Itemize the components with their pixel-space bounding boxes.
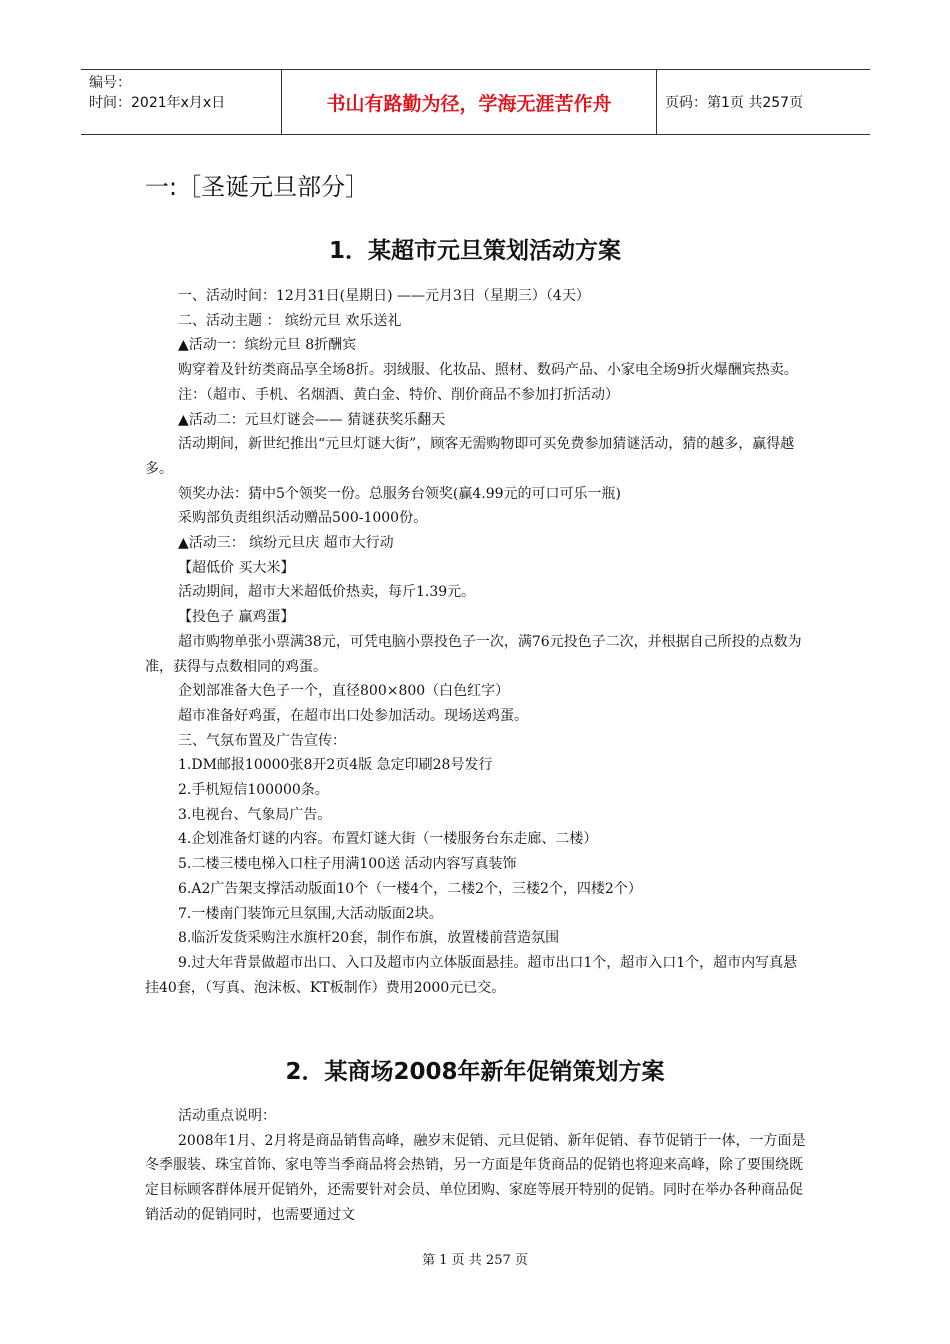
- paragraph: 注：（超市、手机、名烟酒、黄白金、特价、削价商品不参加打折活动）: [178, 386, 619, 403]
- paragraph: 企划部准备大色子一个，直径800×800（白色红字）: [178, 683, 510, 700]
- header-page-info: 页码：第1页 共257页: [665, 95, 804, 111]
- paragraph: ▲活动一：缤纷元旦 8折酬宾: [178, 337, 357, 354]
- paragraph: 超市准备好鸡蛋，在超市出口处参加活动。现场送鸡蛋。: [178, 707, 528, 724]
- paragraph: 【投色子 赢鸡蛋】: [178, 609, 295, 626]
- header-motto: 书山有路勤为径，学海无涯苦作舟: [282, 70, 657, 134]
- paragraph: 活动重点说明：: [178, 1108, 276, 1124]
- paragraph: 2008年1月、2月将是商品销售高峰，融岁末促销、元旦促销、新年促销、春节促销于一体，一方面是冬季服装、珠宝首饰、家电等当季商品将会热销，另一方面是年货商品的促销也将迎来高峰，除了要围绕既定目标顾客群体展开促销外，还需要针对会员、单位团购、家庭等展开特别的促销。同时在举办各种商品促销活动的促销同时，也需要通过文: [145, 1132, 806, 1223]
- paragraph: ▲活动二：元旦灯谜会—— 猜谜获奖乐翻天: [178, 411, 446, 428]
- paragraph: 1.DM邮报10000张8开2页4版 急定印刷28号发行: [178, 757, 493, 774]
- page-footer: 第 1 页 共 257 页: [422, 1253, 528, 1268]
- section2-body: [145, 1104, 810, 1228]
- paragraph: 6.A2广告架支撑活动版面10个（一楼4个，二楼2个，三楼2个，四楼2个）: [178, 880, 642, 897]
- paragraph: 采购部负责组织活动赠品500-1000份。: [178, 510, 428, 527]
- paragraph: 7.一楼南门装饰元旦氛围,大活动版面2块。: [178, 905, 443, 922]
- paragraph: 3.电视台、气象局广告。: [178, 806, 332, 823]
- paragraph: 购穿着及针纺类商品享全场8折。羽绒服、化妆品、照材、数码产品、小家电全场9折火爆酬宾热卖。: [178, 362, 798, 379]
- paragraph: 9.过大年背景做超市出口、入口及超市内立体版面悬挂。超市出口1个，超市入口1个，超市内写真悬挂40套，（写真、泡沫板、KT板制作）费用2000元已交。: [145, 954, 798, 996]
- paragraph: 5.二楼三楼电梯入口柱子用满100送 活动内容写真装饰: [178, 856, 517, 873]
- section2-title: 2．某商场2008年新年促销策划方案: [285, 1059, 665, 1085]
- paragraph: 8.临沂发货采购注水旗杆20套，制作布旗，放置楼前营造氛围: [178, 930, 560, 947]
- paragraph: 三、气氛布置及广告宣传：: [178, 732, 346, 749]
- paragraph: 4.企划准备灯谜的内容。布置灯谜大街（一楼服务台东走廊、二楼）: [178, 831, 598, 848]
- time-label: 时间：2021年x月x日: [89, 95, 226, 111]
- paragraph: 2.手机短信100000条。: [178, 782, 329, 799]
- part-title: 一:［圣诞元旦部分］: [145, 173, 370, 201]
- paragraph: 活动期间，超市大米超低价热卖，每斤1.39元。: [178, 584, 476, 601]
- paragraph: 【超低价 买大米】: [178, 559, 295, 576]
- paragraph: 二、活动主题 ： 缤纷元旦 欢乐送礼: [178, 312, 402, 329]
- paragraph: 领奖办法：猜中5个领奖一份。总服务台领奖(赢4.99元的可口可乐一瓶): [178, 485, 622, 502]
- header-meta: [81, 70, 282, 134]
- number-label: 编号：: [89, 75, 131, 91]
- paragraph: 超市购物单张小票满38元，可凭电脑小票投色子一次，满76元投色子二次，并根据自己所投的点数为准，获得与点数相同的鸡蛋。: [145, 633, 802, 675]
- paragraph: ▲活动三： 缤纷元旦庆 超市大行动: [178, 535, 394, 552]
- paragraph: 活动期间，新世纪推出“元旦灯谜大街”，顾客无需购物即可买免费参加猜谜活动，猜的越多，赢得越多。: [145, 436, 795, 477]
- header-table: [81, 69, 870, 135]
- section1-title: 1．某超市元旦策划活动方案: [328, 238, 621, 264]
- section1-body: [145, 284, 810, 1000]
- paragraph: 一、活动时间：12月31日(星期日) ——元月3日（星期三）（4天）: [178, 288, 590, 304]
